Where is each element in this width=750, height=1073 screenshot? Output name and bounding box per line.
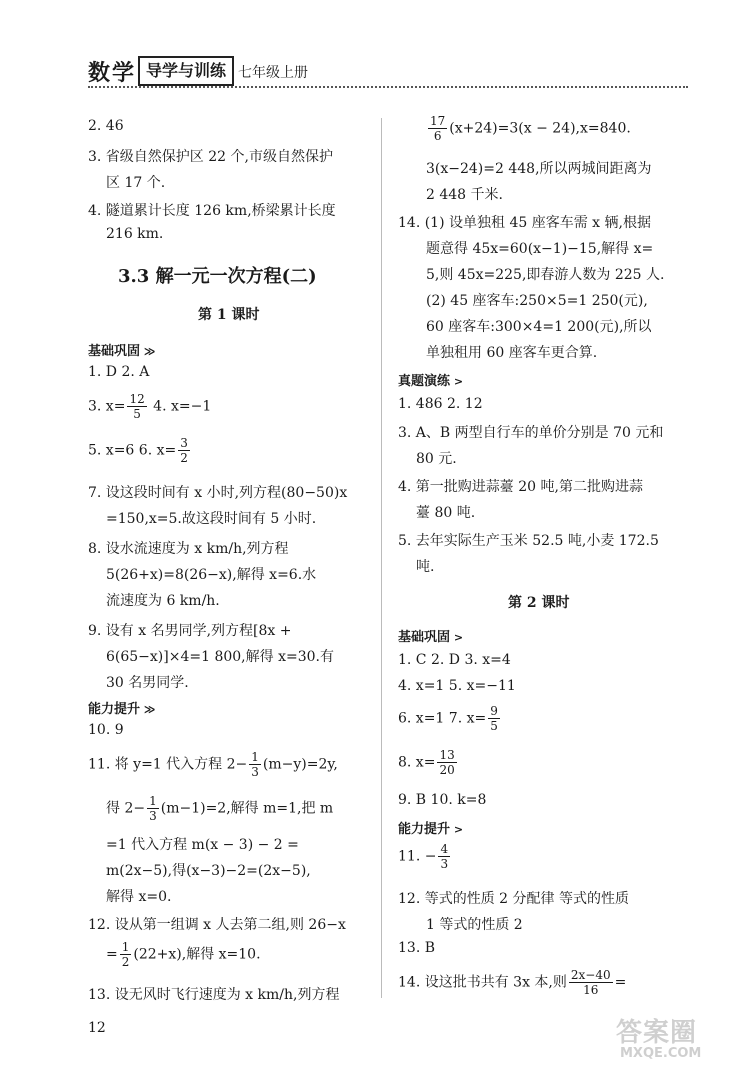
chevron-icon: > [450,631,464,644]
answer-line: 4. x=1 5. x=−11 [398,678,516,694]
answer-line: 1. D 2. A [88,364,150,380]
fraction: $\frac{4}{3}$ [440,842,449,871]
answer-line: 11. 将 y=1 代入方程 2− $\frac{1}{3}$ (m−y)=2y, [88,750,338,779]
answer-line: =150,x=5.故这段时间有 5 小时. [106,511,317,527]
fraction: $\frac{1}{2}$ [121,940,130,969]
tag-basic: 基础巩固 ≫ [88,344,156,359]
answer-line: 8. x= $\frac{13}{20}$ [398,748,455,777]
answer-line: 8. 设水流速度为 x km/h,列方程 [88,541,289,557]
answer-line: 5. x=6 6. x= $\frac{3}{2}$ [88,436,188,465]
answer-line: 2 448 千米. [426,187,503,203]
answer-line: 6. x=1 7. x= $\frac{9}{5}$ [398,704,498,733]
answer-line: =1 代入方程 m(x − 3) − 2 = [106,837,299,853]
page-number: 12 [88,1020,106,1036]
answer-line: 3. A、B 两型自行车的单价分别是 70 元和 [398,425,664,441]
answer-line: (2) 45 座客车:250×5=1 250(元), [426,293,648,309]
answer-line: m(2x−5),得(x−3)−2=(2x−5), [106,863,311,879]
answer-line: 14. (1) 设单独租 45 座客车需 x 辆,根据 [398,215,651,231]
fraction: $\frac{9}{5}$ [490,704,498,733]
answer-line: 13. B [398,940,436,956]
double-chevron-icon: ≫ [140,703,156,716]
answer-line: 1 等式的性质 2 [426,917,523,933]
answer-line: 吨. [416,559,435,575]
chevron-icon: > [450,823,464,836]
answer-line: = $\frac{1}{2}$ (22+x),解得 x=10. [106,940,261,969]
fraction: $\frac{13}{20}$ [439,748,455,777]
fraction: $\frac{1}{3}$ [251,750,259,779]
tag-real: 真题演练 > [398,374,464,389]
book-brand: 导学与训练 [138,56,234,86]
answer-line: 14. 设这批书共有 3x 本,则 $\frac{2x-40}{16}$ = [398,968,627,997]
answer-line: 4. 隧道累计长度 126 km,桥梁累计长度 [88,203,336,219]
lesson-title: 第 2 课时 [508,595,570,611]
lesson-title: 第 1 课时 [198,307,260,323]
tag-ability: 能力提升 > [398,822,464,837]
answer-line: 5(26+x)=8(26−x),解得 x=6.水 [106,567,317,583]
answer-line: 解得 x=0. [106,889,172,905]
answer-line: 60 座客车:300×4=1 200(元),所以 [426,319,652,335]
answer-line: 1. C 2. D 3. x=4 [398,652,511,668]
tag-ability: 能力提升 ≫ [88,702,156,717]
tag-basic: 基础巩固 > [398,630,464,645]
answer-line: 3. x= $\frac{12}{5}$ 4. x=−1 [88,392,212,421]
fraction: $\frac{17}{6}$ [430,114,446,143]
answer-line: 13. 设无风时飞行速度为 x km/h,列方程 [88,987,340,1003]
watermark: 答案圈 [616,1018,698,1048]
answer-line: 题意得 45x=60(x−1)−15,解得 x= [426,241,654,257]
answer-line: 5. 去年实际生产玉米 52.5 吨,小麦 172.5 [398,533,659,549]
column-divider [381,118,382,998]
answer-line: 区 17 个. [106,175,166,191]
fraction: $\frac{2x-40}{16}$ [570,968,611,997]
answer-line: 216 km. [106,226,164,242]
answer-line: 12. 等式的性质 2 分配律 等式的性质 [398,891,629,907]
page-header [88,54,688,88]
answer-line: 4. 第一批购进蒜薹 20 吨,第二批购进蒜 [398,479,643,495]
answer-line: 11. − $\frac{4}{3}$ [398,842,449,871]
answer-line: 单独租用 60 座客车更合算. [426,345,598,361]
answer-line: 9. B 10. k=8 [398,792,487,808]
answer-line: 7. 设这段时间有 x 小时,列方程(80−50)x [88,485,348,501]
subject-title: 数学 [88,60,137,86]
section-title: 3.3 解一元一次方程(二) [118,266,317,287]
answer-line: $\frac{17}{6}$ (x+24)=3(x − 24),x=840. [430,114,631,143]
watermark-url: MXQE.COM [620,1046,702,1061]
answer-line: 薹 80 吨. [416,505,476,521]
answer-line: 5,则 45x=225,即春游人数为 225 人. [426,267,665,283]
answer-line: 2. 46 [88,118,124,134]
answer-line: 30 名男同学. [106,675,189,691]
answer-line: 3. 省级自然保护区 22 个,市级自然保护 [88,149,333,165]
answer-line: 3(x−24)=2 448,所以两城间距离为 [426,161,652,177]
double-chevron-icon: ≫ [140,345,156,358]
grade-label: 七年级上册 [238,65,308,81]
header-divider [88,86,688,88]
answer-line: 得 2− $\frac{1}{3}$ (m−1)=2,解得 m=1,把 m [106,794,334,823]
answer-line: 9. 设有 x 名男同学,列方程[8x + [88,623,292,639]
fraction: $\frac{12}{5}$ [129,392,145,421]
answer-line: 流速度为 6 km/h. [106,593,220,609]
answer-line: 6(65−x)]×4=1 800,解得 x=30.有 [106,649,334,665]
answer-line: 10. 9 [88,722,124,738]
fraction: $\frac{1}{3}$ [149,794,157,823]
fraction: $\frac{3}{2}$ [180,436,188,465]
answer-line: 80 元. [416,451,457,467]
answer-line: 12. 设从第一组调 x 人去第二组,则 26−x [88,917,346,933]
answer-line: 1. 486 2. 12 [398,396,483,412]
chevron-icon: > [450,375,464,388]
